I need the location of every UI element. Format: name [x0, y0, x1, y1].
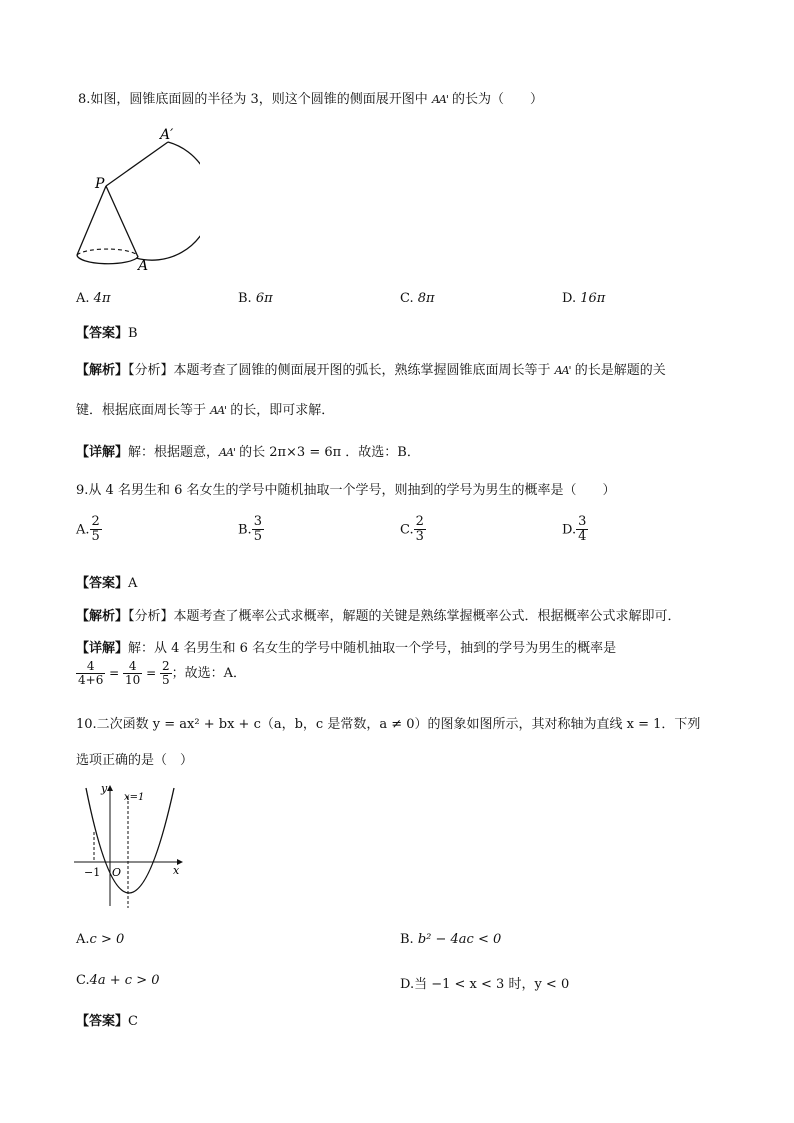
- q9-detail: 【详解】解：从 4 名男生和 6 名女生的学号中随机抽取一个学号，抽到的学号为男生的概率是: [76, 641, 617, 656]
- q9-option-a: A. $\frac{2}{5}$: [76, 514, 100, 545]
- cone-figure: [70, 122, 200, 274]
- q9-option-d: D. $\frac{3}{4}$: [562, 514, 587, 545]
- q10-option-d: D.当 −1 < x < 3 时，y < 0: [400, 977, 570, 992]
- label-a: A: [138, 258, 149, 274]
- q8-option-c: C. 8π: [400, 291, 435, 306]
- neg-one-label: −1: [84, 866, 101, 879]
- q8-option-d: D. 16π: [562, 291, 606, 306]
- sector-edge-top: [106, 142, 168, 186]
- q9-analysis: 【解析】【分析】本题考查了概率公式求概率，解题的关键是熟练掌握概率公式．根据概率公式求解即可．: [76, 609, 681, 624]
- cone-base-front: [77, 255, 138, 264]
- q9-option-b: B. $\frac{3}{5}$: [238, 514, 262, 545]
- q10-stem-line1: 10.二次函数 y = ax² + bx + c（a，b，c 是常数，a ≠ 0）的图象如图所示，其对称轴为直线 x = 1．下列: [76, 717, 701, 732]
- cone-side-right: [106, 186, 138, 257]
- q8-analysis-line1: 【解析】【分析】本题考查了圆锥的侧面展开图的弧长，熟练掌握圆锥底面周长等于 AA' 的长是解题的关: [76, 363, 666, 378]
- sector-arc: [136, 142, 200, 260]
- axis-label: x=1: [124, 792, 145, 803]
- q8-stem: 8.如图，圆锥底面圆的半径为 3，则这个圆锥的侧面展开图中 AA' 的长为（ ）: [78, 92, 544, 107]
- arc-label: AA': [431, 93, 448, 106]
- q8-detail: 【详解】解：根据题意，AA' 的长 2π×3 = 6π ．故选：B．: [76, 445, 420, 460]
- label-p: P: [95, 176, 105, 192]
- label-a-prime: A′: [160, 127, 174, 143]
- q8-option-a: A. 4π: [76, 291, 111, 306]
- q10-stem-line2: 选项正确的是（ ）: [76, 753, 194, 768]
- q9-calc: $\frac{4}{4+6}$ = $\frac{4}{10}$ = $\frac{2}{5}$ ；故选：A．: [78, 659, 247, 688]
- q10-option-a: A.c > 0: [76, 932, 125, 947]
- y-label: y: [101, 782, 108, 795]
- q9-stem: 9.从 4 名男生和 6 名女生的学号中随机抽取一个学号，则抽到的学号为男生的概率是（ ）: [76, 483, 616, 498]
- q8-analysis-line2: 键．根据底面周长等于 AA' 的长，即可求解．: [76, 403, 335, 418]
- x-label: x: [173, 864, 180, 877]
- q9-answer: 【答案】A: [76, 576, 138, 591]
- parabola-figure: [70, 780, 190, 912]
- q10-answer: 【答案】C: [76, 1014, 138, 1029]
- origin-label: O: [112, 866, 122, 879]
- q8-option-b: B. 6π: [238, 291, 273, 306]
- q10-option-c: C.4a + c > 0: [76, 973, 160, 988]
- cone-side-left: [77, 186, 106, 255]
- q8-answer: 【答案】B: [76, 326, 138, 341]
- q9-option-c: C. $\frac{2}{3}$: [400, 514, 424, 545]
- cone-base-back: [77, 249, 138, 257]
- q10-option-b: B. b² − 4ac < 0: [400, 932, 502, 947]
